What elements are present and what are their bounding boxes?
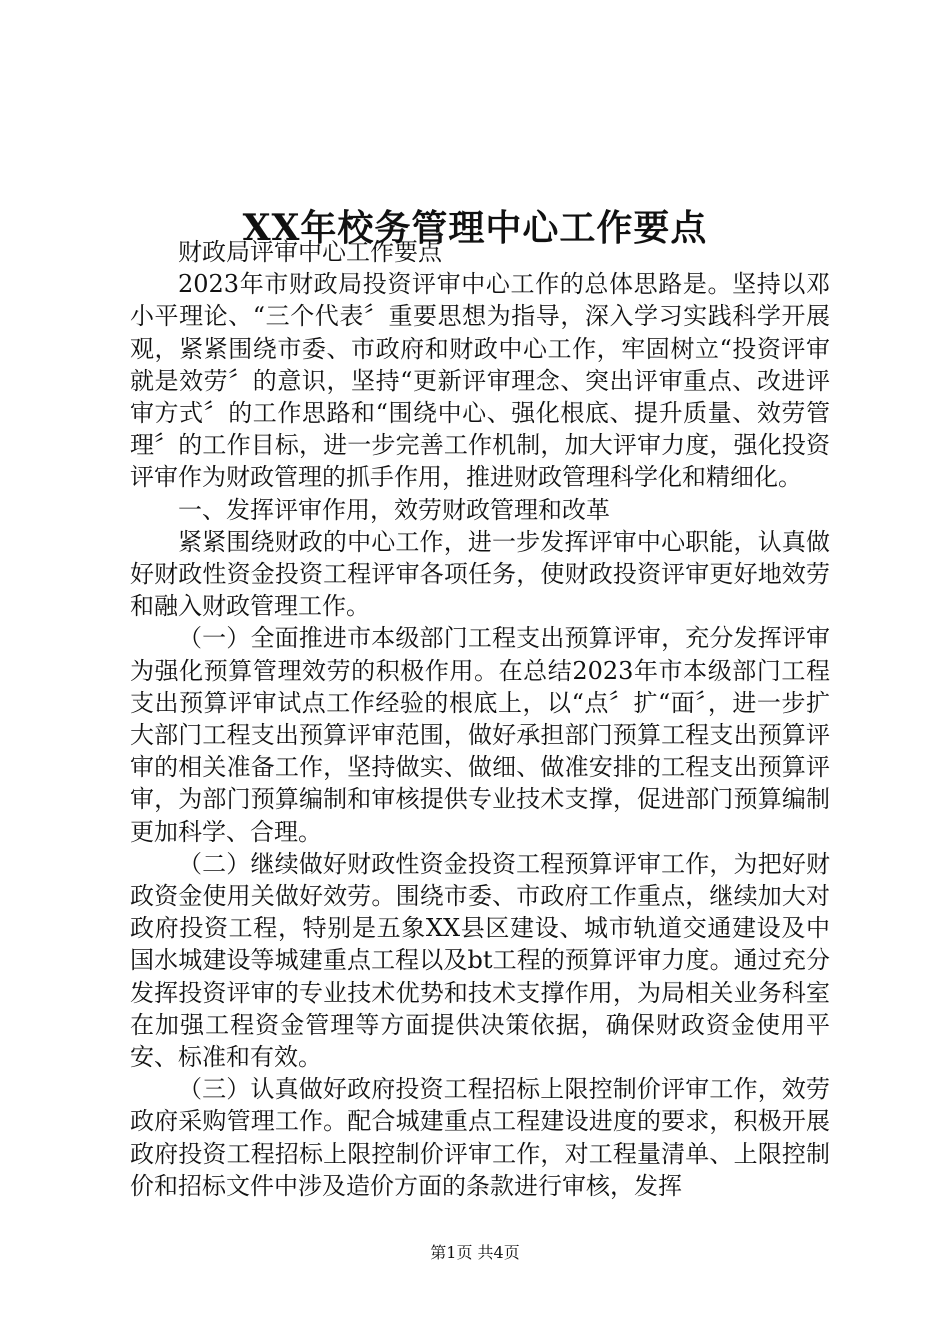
- paragraph: （二）继续做好财政性资金投资工程预算评审工作，为把好财政资金使用关做好效劳。围绕市委、市政府工作重点，继续加大对政府投资工程，特别是五象XX县区建设、城市轨道交通建设及中国水城建设等城建重点工程以及bt工程的预算评审力度。通过充分发挥投资评审的专业技术优势和技术支撑作用，为局相关业务科室在加强工程资金管理等方面提供决策依据，确保财政资金使用平安、标准和有效。: [130, 849, 830, 1072]
- paragraph: 2023年市财政局投资评审中心工作的总体思路是。坚持以邓小平理论、“三个代表〞重要思想为指导，深入学习实践科学开展观，紧紧围绕市委、市政府和财政中心工作，牢固树立“投资评审就是效劳〞的意识，坚持“更新评审理念、突出评审重点、改进评审方式〞的工作思路和“围绕中心、强化根底、提升质量、效劳管理〞的工作目标，进一步完善工作机制，加大评审力度，强化投资评审作为财政管理的抓手作用，推进财政管理科学化和精细化。: [130, 270, 830, 492]
- document-title: XX年校务管理中心工作要点: [242, 207, 708, 250]
- document-body: [130, 236, 830, 1202]
- paragraph: 紧紧围绕财政的中心工作，进一步发挥评审中心职能，认真做好财政性资金投资工程评审各项任务，使财政投资评审更好地效劳和融入财政管理工作。: [130, 527, 830, 621]
- page-footer: 第1页 共4页: [430, 1243, 520, 1262]
- paragraph: （三）认真做好政府投资工程招标上限控制价评审工作，效劳政府采购管理工作。配合城建重点工程建设进度的要求，积极开展政府投资工程招标上限控制价评审工作，对工程量清单、上限控制价和招标文件中涉及造价方面的条款进行审核，发挥: [130, 1075, 830, 1200]
- paragraph: （一）全面推进市本级部门工程支出预算评审，充分发挥评审为强化预算管理效劳的积极作用。在总结2023年市本级部门工程支出预算评审试点工作经验的根底上，以“点〞扩“面〞，进一步扩大部门工程支出预算评审范围，做好承担部门预算工程支出预算评审的相关准备工作，坚持做实、做细、做准安排的工程支出预算评审，为部门预算编制和审核提供专业技术支撑，促进部门预算编制更加科学、合理。: [130, 624, 830, 846]
- paragraph: 财政局评审中心工作要点: [178, 238, 442, 266]
- section-heading: 一、发挥评审作用，效劳财政管理和改革: [178, 495, 610, 524]
